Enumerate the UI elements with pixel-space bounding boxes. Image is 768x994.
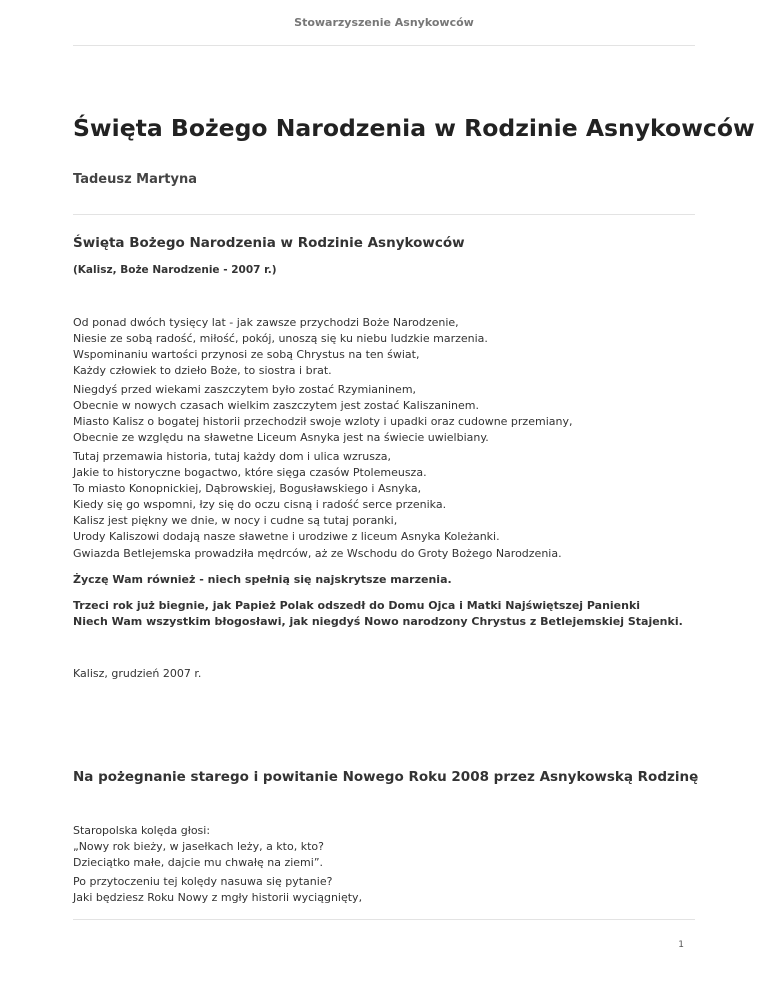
verse-line: Urody Kaliszowi dodają nasze sławetne i urodziwe z liceum Asnyka Koleżanki.: [73, 530, 500, 543]
verse-line: Od ponad dwóch tysięcy lat - jak zawsze przychodzi Boże Narodzenie,: [73, 316, 459, 329]
verse-line: Niech Wam wszystkim błogosławi, jak niegdyś Nowo narodzony Chrystus z Betlejemskiej Stajenki.: [73, 615, 683, 628]
verse-line: Obecnie w nowych czasach wielkim zaszczytem jest zostać Kaliszaninem.: [73, 399, 479, 412]
title-divider: [73, 214, 695, 215]
poem2-stanza-1: [73, 823, 324, 871]
verse-line: Jaki będziesz Roku Nowy z mgły historii wyciągnięty,: [73, 891, 363, 904]
verse-line: To miasto Konopnickiej, Dąbrowskiej, Bogusławskiego i Asnyka,: [73, 482, 422, 495]
poem1-stanza-3: [73, 449, 500, 545]
verse-line: Staropolska kolęda głosi:: [73, 824, 211, 837]
verse-line: Trzeci rok już biegnie, jak Papież Polak odszedł do Domu Ojca i Matki Najświętszej Panienki: [73, 599, 641, 612]
document-author: Tadeusz Martyna: [73, 172, 198, 187]
poem1-signature: [73, 666, 201, 682]
poem2-stanza-2: [73, 874, 362, 906]
document-title: Święta Bożego Narodzenia w Rodzinie Asnykowców: [73, 114, 755, 142]
poem1-stanza-1: [73, 315, 488, 379]
verse-line: Niesie ze sobą radość, miłość, pokój, unoszą się ku niebu ludzkie marzenia.: [73, 332, 488, 345]
header-divider: [73, 45, 695, 46]
poem1-subheading: (Kalisz, Boże Narodzenie - 2007 r.): [73, 264, 277, 276]
verse-line: Niegdyś przed wiekami zaszczytem było zostać Rzymianinem,: [73, 383, 417, 396]
verse-line: Dzieciątko małe, dajcie mu chwałę na ziemi”.: [73, 856, 324, 869]
verse-line: Obecnie ze względu na sławetne Liceum Asnyka jest na świecie uwielbiany.: [73, 431, 489, 444]
footer-divider: [73, 919, 695, 920]
verse-line: „Nowy rok bieży, w jasełkach leży, a kto, kto?: [73, 840, 324, 853]
verse-line: Kalisz jest piękny we dnie, w nocy i cudne są tutaj poranki,: [73, 514, 398, 527]
poem1-stanza-5: [73, 572, 452, 588]
poem1-stanza-6: [73, 598, 683, 630]
poem1-stanza-4: [73, 546, 562, 562]
verse-line: Miasto Kalisz o bogatej historii przechodził swoje wzloty i upadki oraz cudowne przemiany,: [73, 415, 573, 428]
verse-line: Po przytoczeniu tej kolędy nasuwa się pytanie?: [73, 875, 333, 888]
site-header-title: Stowarzyszenie Asnykowców: [294, 16, 474, 29]
verse-line: Gwiazda Betlejemska prowadziła mędrców, aż ze Wschodu do Groty Bożego Narodzenia.: [73, 547, 562, 560]
verse-line: Wspominaniu wartości przynosi ze sobą Chrystus na ten świat,: [73, 348, 420, 361]
poem2-heading: Na pożegnanie starego i powitanie Nowego Roku 2008 przez Asnykowską Rodzinę: [73, 769, 699, 785]
signature-line: Kalisz, grudzień 2007 r.: [73, 667, 202, 680]
poem1-stanza-2: [73, 382, 572, 446]
verse-line: Kiedy się go wspomni, łzy się do oczu cisną i radość serce przenika.: [73, 498, 447, 511]
verse-line: Życzę Wam również - niech spełnią się najskrytsze marzenia.: [73, 573, 452, 586]
page-number: 1: [678, 940, 684, 950]
poem1-heading: Święta Bożego Narodzenia w Rodzinie Asnykowców: [73, 235, 465, 251]
verse-line: Tutaj przemawia historia, tutaj każdy dom i ulica wzrusza,: [73, 450, 391, 463]
verse-line: Jakie to historyczne bogactwo, które sięga czasów Ptolemeusza.: [73, 466, 427, 479]
verse-line: Każdy człowiek to dzieło Boże, to siostra i brat.: [73, 364, 332, 377]
